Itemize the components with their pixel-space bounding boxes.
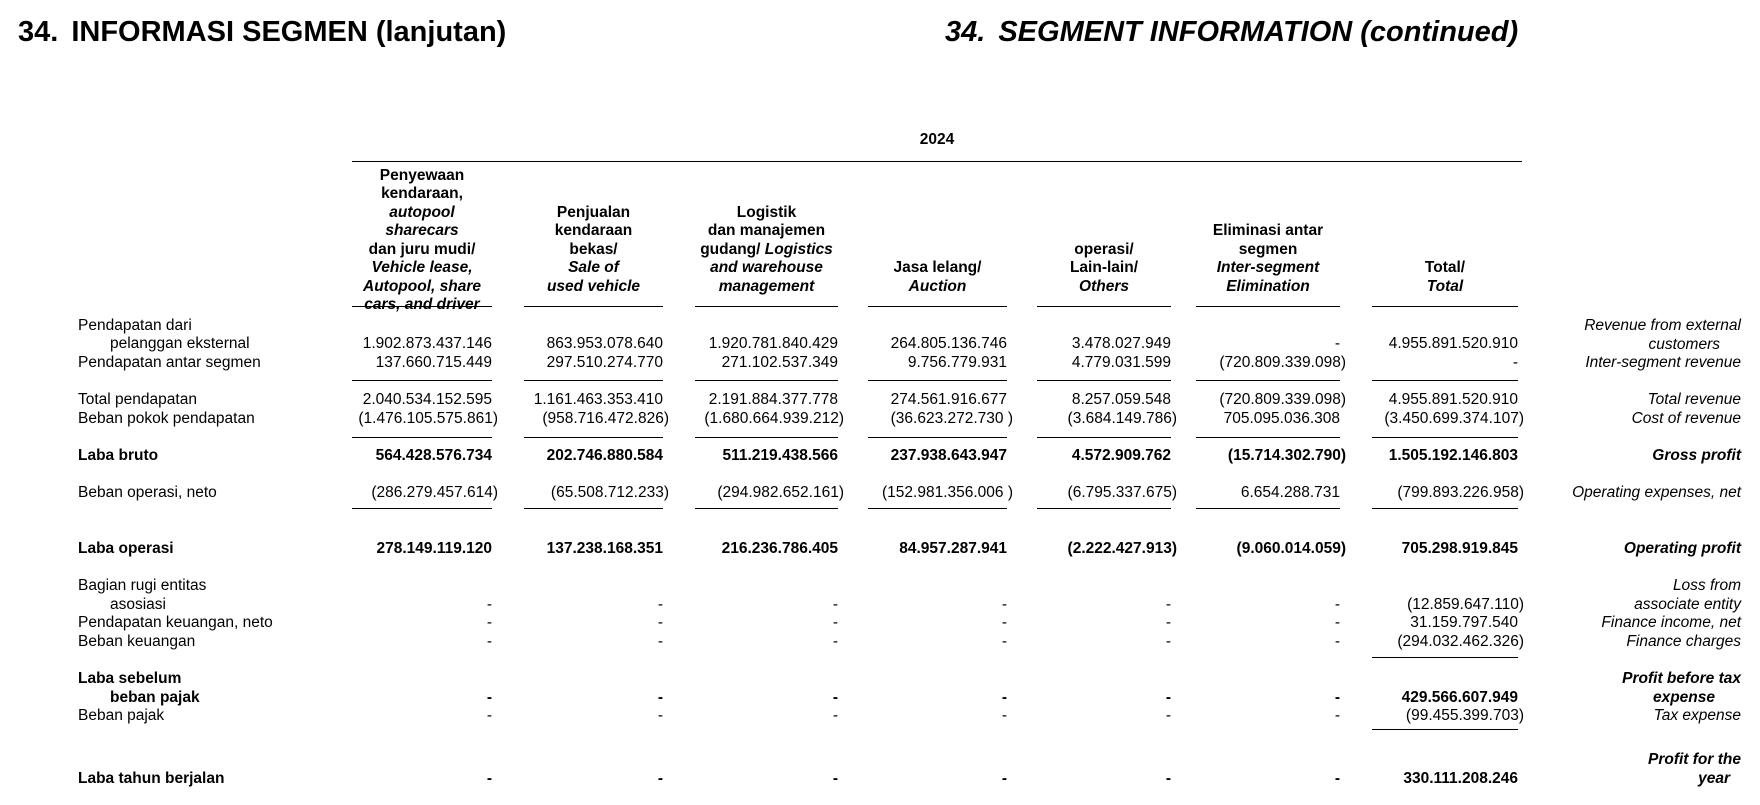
cell-value: - — [832, 770, 838, 787]
column-header-underline — [868, 306, 1007, 307]
row-label-id: Laba bruto — [78, 447, 159, 464]
column-header-line — [695, 241, 838, 260]
subtotal-rule — [1037, 437, 1171, 438]
cell-value: 6.654.288.731 — [1240, 484, 1340, 501]
cell-value: - — [832, 614, 838, 631]
cell-value: 297.510.274.770 — [546, 354, 663, 371]
cell-value: 202.746.880.584 — [546, 447, 663, 464]
column-header-line: bekas/ — [569, 240, 618, 258]
cell-value: 863.953.078.640 — [546, 335, 663, 352]
subtotal-rule — [868, 437, 1007, 438]
cell-value: - — [1001, 689, 1007, 706]
column-header-underline — [1037, 306, 1171, 307]
column-header-line: dan manajemen — [707, 222, 826, 239]
cell-value: - — [1165, 770, 1171, 787]
row-label-en: Finance charges — [1626, 633, 1741, 650]
row-label-id: Pendapatan dari — [78, 317, 192, 334]
subtotal-rule — [868, 508, 1007, 509]
column-header-line: Autopool, share — [363, 277, 481, 295]
row-label-id: Total pendapatan — [78, 391, 197, 408]
cell-value: 4.955.891.520.910 — [1388, 391, 1518, 408]
section-title-text: INFORMASI SEGMEN (lanjutan) — [71, 16, 507, 48]
section-title-text: SEGMENT INFORMATION (continued) — [998, 16, 1519, 48]
row-label-en: Profit before tax — [1622, 670, 1741, 687]
column-header-line: segmen — [1238, 240, 1298, 258]
cell-value: (3.684.149.786) — [1067, 410, 1177, 427]
cell-value: - — [1001, 707, 1007, 724]
row-label-id: Laba sebelum — [78, 670, 182, 687]
cell-value: - — [1334, 633, 1340, 650]
cell-value: 4.779.031.599 — [1071, 354, 1171, 371]
cell-value: - — [1334, 770, 1340, 787]
subtotal-rule — [1372, 380, 1518, 381]
row-label-en: associate entity — [1634, 595, 1741, 613]
cell-value: 3.478.027.949 — [1071, 335, 1171, 352]
column-header-line: Jasa lelang/ — [893, 259, 982, 276]
section-title-indonesian — [18, 16, 506, 49]
row-label-id: Pendapatan antar segmen — [78, 354, 261, 371]
cell-value: 1.161.463.353.410 — [533, 391, 663, 408]
column-header-line: Elimination — [1226, 277, 1310, 295]
cell-value: 705.298.919.845 — [1401, 540, 1518, 557]
cell-value: - — [1334, 707, 1340, 724]
column-header-line: Sale of — [568, 259, 619, 276]
subtotal-rule — [524, 437, 663, 438]
row-label-en: Operating profit — [1623, 540, 1741, 557]
row-label-en: customers — [1648, 335, 1720, 353]
header-fragment-italic: Logistics — [764, 240, 833, 258]
cell-value: (286.279.457.614) — [371, 484, 498, 501]
row-label-id: Laba tahun berjalan — [78, 770, 225, 787]
subtotal-rule — [352, 380, 492, 381]
cell-value: - — [1165, 614, 1171, 631]
row-label-en: year — [1698, 769, 1730, 787]
cell-value: (12.859.647.110) — [1407, 596, 1524, 613]
row-label-id: Beban operasi, neto — [78, 484, 217, 501]
column-header-line: Eliminasi antar — [1212, 222, 1324, 239]
cell-value: - — [486, 770, 492, 787]
cell-value: - — [486, 633, 492, 650]
cell-value: (958.716.472.826) — [542, 410, 669, 427]
cell-value: - — [486, 689, 492, 706]
column-header-3 — [695, 204, 838, 297]
cell-value: - — [657, 770, 663, 787]
cell-value: (15.714.302.790) — [1227, 447, 1346, 464]
column-header-line: cars, and driver — [364, 296, 480, 313]
row-label-en: Profit for the — [1648, 751, 1741, 768]
column-header-line: and warehouse — [710, 259, 823, 276]
cell-value: - — [657, 596, 663, 613]
section-number: 34. — [18, 16, 59, 48]
column-header-line: Vehicle lease, — [371, 259, 473, 276]
header-fragment: gudang/ — [700, 240, 765, 258]
cell-value: 1.902.873.437.146 — [362, 335, 492, 352]
cell-value: - — [832, 689, 838, 706]
cell-value: - — [1512, 354, 1518, 371]
column-header-1 — [352, 167, 492, 315]
subtotal-rule — [695, 508, 838, 509]
row-label-id: Beban pokok pendapatan — [78, 410, 255, 427]
column-header-line: Total/ — [1424, 259, 1466, 276]
cell-value: 1.505.192.146.803 — [1388, 447, 1518, 464]
row-label-en: Total revenue — [1647, 391, 1741, 408]
row-label-id: Laba operasi — [78, 540, 174, 557]
column-header-underline — [1372, 306, 1518, 307]
cell-value: - — [1001, 770, 1007, 787]
column-header-4 — [868, 259, 1007, 296]
column-header-line: Others — [1079, 277, 1129, 295]
cell-value: (9.060.014.059) — [1236, 540, 1346, 557]
cell-value: - — [1334, 689, 1340, 706]
subtotal-rule — [1372, 729, 1518, 730]
cell-value: - — [486, 596, 492, 613]
row-label-en: Tax expense — [1653, 707, 1741, 724]
cell-value: (720.809.339.098) — [1219, 354, 1346, 371]
row-label-id: asosiasi — [110, 596, 166, 613]
subtotal-rule — [1372, 437, 1518, 438]
column-header-5 — [1037, 241, 1171, 297]
cell-value: - — [1334, 614, 1340, 631]
subtotal-rule — [352, 508, 492, 509]
section-title-english — [945, 16, 1518, 49]
column-header-line: Penyewaan — [379, 166, 465, 184]
column-header-line: kendaraan, — [381, 185, 463, 202]
row-label-en: Gross profit — [1652, 447, 1741, 464]
cell-value: (1.680.664.939.212) — [704, 410, 844, 427]
column-header-line: Logistik — [736, 203, 797, 221]
column-header-2 — [524, 204, 663, 297]
row-label-id: Beban keuangan — [78, 633, 196, 650]
cell-value: - — [1165, 707, 1171, 724]
row-label-en: Operating expenses, net — [1572, 484, 1741, 501]
cell-value: - — [1001, 596, 1007, 613]
cell-value: - — [832, 707, 838, 724]
cell-value: (6.795.337.675) — [1067, 484, 1177, 501]
subtotal-rule — [1196, 508, 1340, 509]
row-label-id: Bagian rugi entitas — [78, 577, 207, 594]
column-header-underline — [352, 306, 492, 307]
column-header-underline — [695, 306, 838, 307]
cell-value: 2.191.884.377.778 — [708, 391, 838, 408]
subtotal-rule — [1372, 508, 1518, 509]
column-header-underline — [524, 306, 663, 307]
row-label-en: expense — [1652, 688, 1715, 706]
row-label-en: Finance income, net — [1601, 614, 1741, 631]
cell-value: (152.981.356.006 ) — [882, 484, 1013, 501]
cell-value: (2.222.427.913) — [1067, 540, 1177, 557]
cell-value: 330.111.208.246 — [1403, 770, 1518, 787]
row-label-en: Loss from — [1672, 577, 1741, 594]
cell-value: (65.508.712.233) — [550, 484, 669, 501]
cell-value: 564.428.576.734 — [375, 447, 492, 464]
cell-value: 216.236.786.405 — [721, 540, 838, 557]
subtotal-rule — [524, 508, 663, 509]
subtotal-rule — [868, 380, 1007, 381]
cell-value: (720.809.339.098) — [1219, 391, 1346, 408]
cell-value: - — [657, 633, 663, 650]
cell-value: 137.238.168.351 — [546, 540, 663, 557]
row-label-id: beban pajak — [110, 689, 200, 706]
cell-value: (799.893.226.958) — [1397, 484, 1524, 501]
cell-value: - — [832, 633, 838, 650]
cell-value: 274.561.916.677 — [890, 391, 1007, 408]
column-header-7 — [1372, 259, 1518, 296]
cell-value: - — [486, 707, 492, 724]
cell-value: 137.660.715.449 — [375, 354, 492, 371]
cell-value: - — [657, 689, 663, 706]
cell-value: (1.476.105.575.861) — [358, 410, 498, 427]
column-header-line: dan juru mudi/ — [368, 240, 476, 258]
column-header-underline — [1196, 306, 1340, 307]
year-underline — [352, 161, 1522, 162]
row-label-en: Revenue from external — [1584, 317, 1741, 334]
cell-value: 278.149.119.120 — [376, 540, 492, 557]
subtotal-rule — [1196, 437, 1340, 438]
cell-value: 271.102.537.349 — [721, 354, 838, 371]
subtotal-rule — [1037, 380, 1171, 381]
column-header-line: Inter-segment — [1216, 259, 1320, 276]
cell-value: 264.805.136.746 — [890, 335, 1007, 352]
cell-value: - — [657, 707, 663, 724]
row-label-en: Inter-segment revenue — [1585, 354, 1741, 371]
year-header: 2024 — [919, 131, 955, 148]
subtotal-rule — [352, 437, 492, 438]
cell-value: 31.159.797.540 — [1410, 614, 1518, 631]
cell-value: - — [1334, 596, 1340, 613]
column-header-line: operasi/ — [1074, 240, 1134, 258]
column-header-line: Penjualan — [556, 203, 631, 221]
cell-value: (99.455.399.703) — [1405, 707, 1524, 724]
cell-value: - — [832, 596, 838, 613]
cell-value: - — [1001, 633, 1007, 650]
cell-value: - — [1334, 335, 1340, 352]
subtotal-rule — [524, 380, 663, 381]
column-header-6 — [1196, 222, 1340, 296]
column-header-line: used vehicle — [546, 277, 641, 295]
row-label-en: Cost of revenue — [1631, 410, 1741, 427]
row-label-id: pelanggan eksternal — [110, 335, 250, 352]
cell-value: 4.572.909.762 — [1071, 447, 1171, 464]
column-header-line: management — [718, 277, 815, 295]
cell-value: - — [1165, 596, 1171, 613]
cell-value: (3.450.699.374.107) — [1384, 410, 1524, 427]
subtotal-rule — [695, 380, 838, 381]
section-number: 34. — [945, 16, 986, 48]
cell-value: 84.957.287.941 — [899, 540, 1007, 557]
column-header-line: kendaraan — [554, 222, 633, 239]
row-label-id: Pendapatan keuangan, neto — [78, 614, 273, 631]
subtotal-rule — [1372, 657, 1518, 658]
column-header-line: autopool sharecars — [385, 203, 459, 239]
cell-value: - — [1165, 633, 1171, 650]
column-header-line: Auction — [908, 277, 967, 295]
column-header-line: Total — [1426, 277, 1464, 295]
cell-value: - — [486, 614, 492, 631]
cell-value: 705.095.036.308 — [1223, 410, 1340, 427]
cell-value: 4.955.891.520.910 — [1388, 335, 1518, 352]
cell-value: 9.756.779.931 — [907, 354, 1007, 371]
cell-value: (36.623.272.730 ) — [890, 410, 1013, 427]
cell-value: - — [657, 614, 663, 631]
cell-value: 511.219.438.566 — [722, 447, 838, 464]
column-header-line: Lain-lain/ — [1069, 259, 1139, 276]
cell-value: (294.032.462.326) — [1397, 633, 1524, 650]
subtotal-rule — [1196, 380, 1340, 381]
subtotal-rule — [695, 437, 838, 438]
cell-value: 429.566.607.949 — [1401, 689, 1518, 706]
cell-value: - — [1165, 689, 1171, 706]
cell-value: (294.982.652.161) — [717, 484, 844, 501]
cell-value: 1.920.781.840.429 — [708, 335, 838, 352]
cell-value: 237.938.643.947 — [890, 447, 1007, 464]
cell-value: - — [1001, 614, 1007, 631]
cell-value: 2.040.534.152.595 — [362, 391, 492, 408]
cell-value: 8.257.059.548 — [1071, 391, 1171, 408]
subtotal-rule — [1037, 508, 1171, 509]
row-label-id: Beban pajak — [78, 707, 165, 724]
